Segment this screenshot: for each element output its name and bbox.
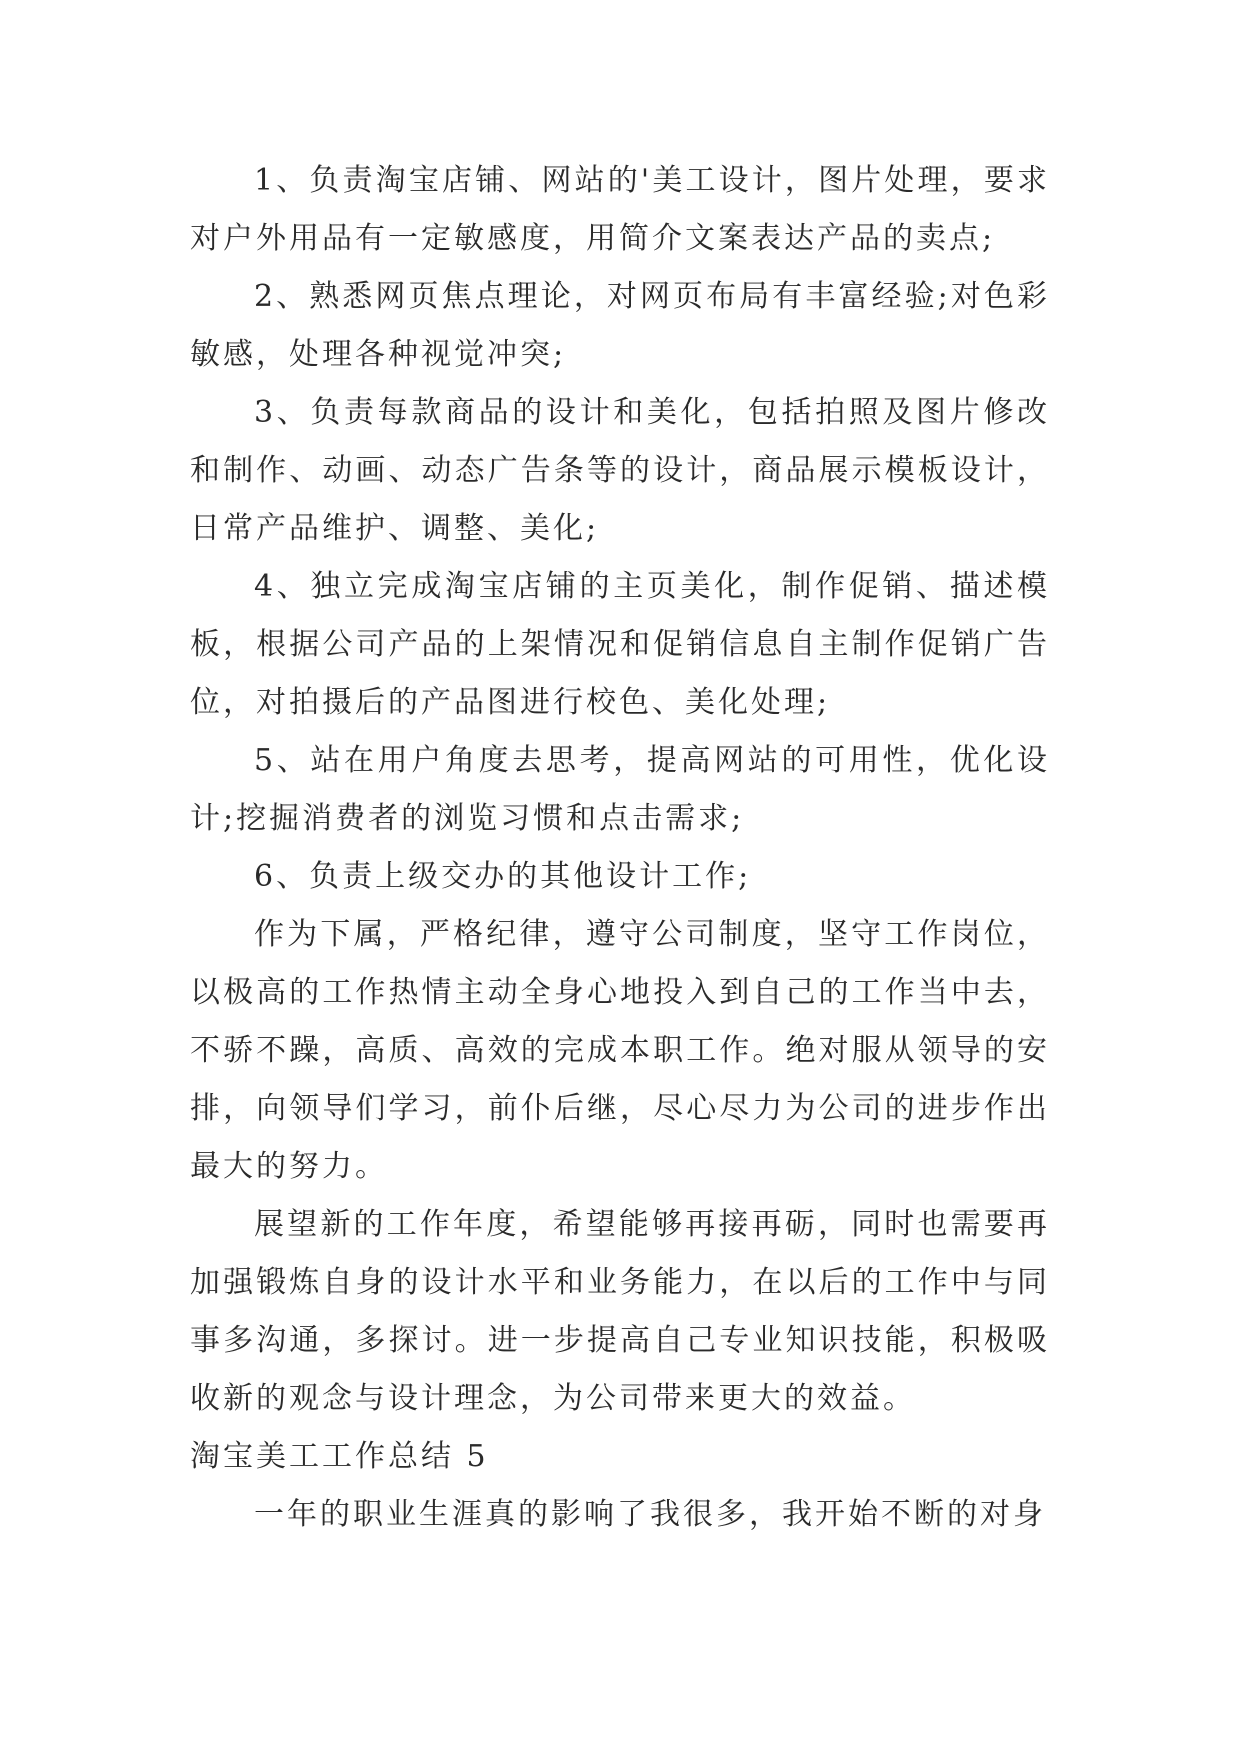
paragraph-intro: 一年的职业生涯真的影响了我很多，我开始不断的对身	[254, 1497, 1046, 1532]
paragraph-outlook: 展望新的工作年度，希望能够再接再砺，同时也需要再加强锻炼自身的设计水平和业务能力，在以后的工作中与同事多沟通，多探讨。进一步提高自己专业知识技能，积极吸收新的观念与设计理念，为公司带来更大的效益。	[190, 1207, 1050, 1416]
paragraph-duty-4: 4、独立完成淘宝店铺的主页美化，制作促销、描述模板，根据公司产品的上架情况和促销信息自主制作促销广告位，对拍摄后的产品图进行校色、美化处理;	[190, 569, 1050, 720]
paragraph-duty-2: 2、熟悉网页焦点理论，对网页布局有丰富经验;对色彩敏感，处理各种视觉冲突;	[190, 279, 1050, 372]
paragraph-attitude: 作为下属，严格纪律，遵守公司制度，坚守工作岗位，以极高的工作热情主动全身心地投入到自己的工作当中去，不骄不躁，高质、高效的完成本职工作。绝对服从领导的安排，向领导们学习，前仆后继，尽心尽力为公司的进步作出最大的努力。	[190, 917, 1050, 1184]
paragraph-duty-5: 5、站在用户角度去思考，提高网站的可用性，优化设计;挖掘消费者的浏览习惯和点击需求;	[190, 743, 1050, 836]
paragraph-duty-1: 1、负责淘宝店铺、网站的'美工设计，图片处理，要求对户外用品有一定敏感度，用简介文案表达产品的卖点;	[190, 163, 1050, 256]
section-heading: 淘宝美工工作总结 5	[190, 1439, 489, 1474]
document-body	[190, 152, 1050, 1544]
paragraph-duty-6: 6、负责上级交办的其他设计工作;	[254, 859, 752, 894]
paragraph-duty-3: 3、负责每款商品的设计和美化，包括拍照及图片修改和制作、动画、动态广告条等的设计，商品展示模板设计，日常产品维护、调整、美化;	[190, 395, 1050, 546]
